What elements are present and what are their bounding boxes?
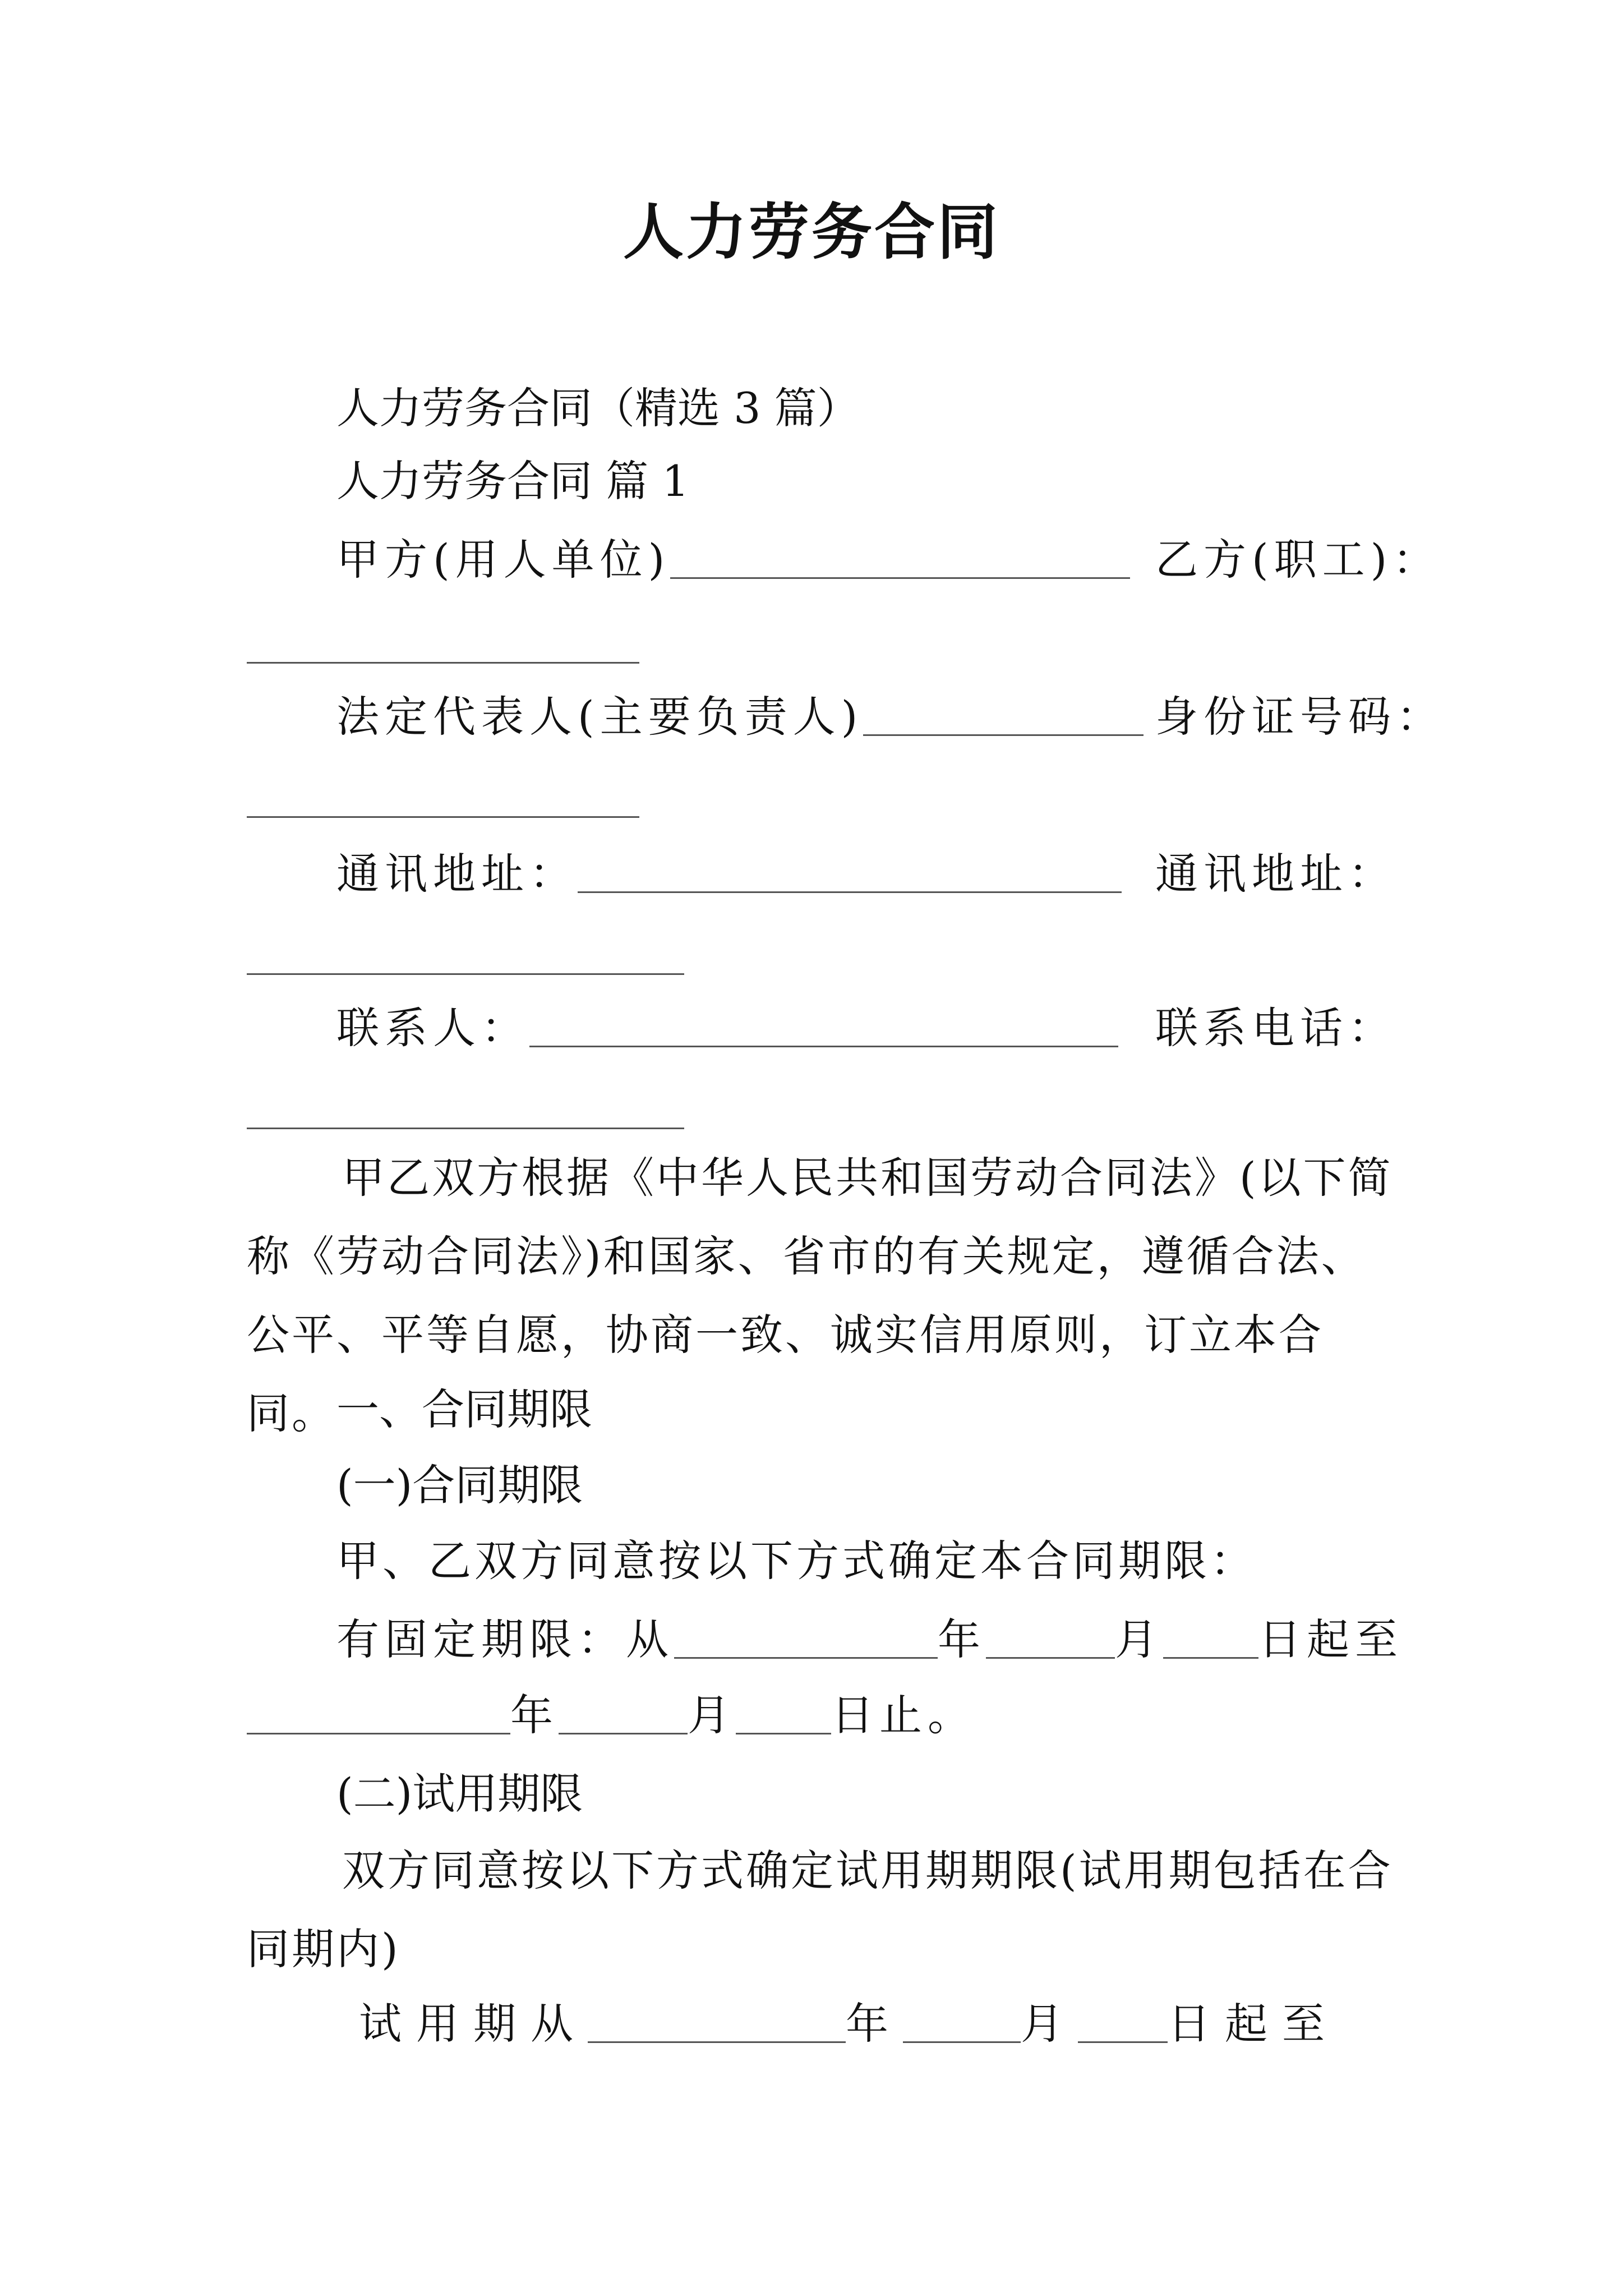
heading-probation: (二)试用期限 xyxy=(336,1769,583,1819)
probation-day-label: 日起至 xyxy=(1168,1999,1339,2049)
party-b-label: 乙方(职工)： xyxy=(1155,535,1441,585)
end-month-label: 月 xyxy=(688,1690,736,1740)
address-b-blank xyxy=(247,973,684,975)
probation-day-blank xyxy=(1078,2008,1168,2043)
probation-month-blank xyxy=(903,2008,1021,2043)
preamble-paragraph: 甲乙双方根据《中华人民共和国劳动合同法》(以下简称《劳动合同法》)和国家、省市的有关规定，遵循合法、公平、平等自愿，协商一致、诚实信用原则，订立本合同。 xyxy=(247,1153,1393,1438)
legal-rep-blank xyxy=(863,701,1144,736)
party-a-label: 甲方(用人单位) xyxy=(336,535,671,585)
phone-blank xyxy=(247,1128,684,1129)
end-day-label: 日止。 xyxy=(831,1690,976,1740)
contact-label: 联系人： xyxy=(336,1003,529,1053)
party-a-blank xyxy=(670,544,1130,579)
party-b-blank xyxy=(247,662,639,664)
probation-year-label: 年 xyxy=(846,1999,903,2049)
id-number-label: 身份证号码： xyxy=(1155,692,1445,742)
start-day-label: 日起至 xyxy=(1258,1614,1403,1664)
document-subtitle: 人力劳务合同（精选 3 篇） xyxy=(336,383,860,433)
address-a-label: 通讯地址： xyxy=(336,849,578,899)
start-day-blank xyxy=(1163,1623,1258,1659)
term-intro: 甲、乙双方同意按以下方式确定本合同期限： xyxy=(336,1536,1256,1586)
probation-month-label: 月 xyxy=(1021,1999,1078,2049)
address-a-blank xyxy=(578,858,1122,893)
fixed-term-row xyxy=(336,1614,1497,1664)
heading-term-sub-1: (一)合同期限 xyxy=(336,1460,583,1510)
phone-label: 联系电话： xyxy=(1155,1003,1396,1053)
document-title: 人力劳务合同 xyxy=(623,197,1000,268)
contact-blank xyxy=(529,1012,1118,1047)
probation-intro: 双方同意按以下方式确定试用期期限(试用期包括在合同期内) xyxy=(247,1846,1393,1974)
fixed-term-label: 有固定期限：从 xyxy=(336,1614,674,1664)
end-year-label: 年 xyxy=(510,1690,559,1740)
end-day-blank xyxy=(736,1699,831,1734)
probation-label: 试用期从 xyxy=(359,1999,588,2049)
section-title: 人力劳务合同 篇 1 xyxy=(336,456,689,506)
start-year-blank xyxy=(674,1623,938,1659)
end-year-blank xyxy=(247,1699,510,1734)
start-month-blank xyxy=(986,1623,1115,1659)
address-b-label: 通讯地址： xyxy=(1155,849,1396,899)
end-month-blank xyxy=(559,1699,688,1734)
legal-rep-label: 法定代表人(主要负责人) xyxy=(336,692,864,742)
probation-year-blank xyxy=(588,2008,846,2043)
heading-contract-term: 一、合同期限 xyxy=(336,1384,592,1434)
probation-row xyxy=(359,1999,1520,2049)
fixed-term-end-row xyxy=(247,1690,1408,1740)
start-year-label: 年 xyxy=(938,1614,986,1664)
start-month-label: 月 xyxy=(1115,1614,1163,1664)
id-number-blank xyxy=(247,816,639,818)
